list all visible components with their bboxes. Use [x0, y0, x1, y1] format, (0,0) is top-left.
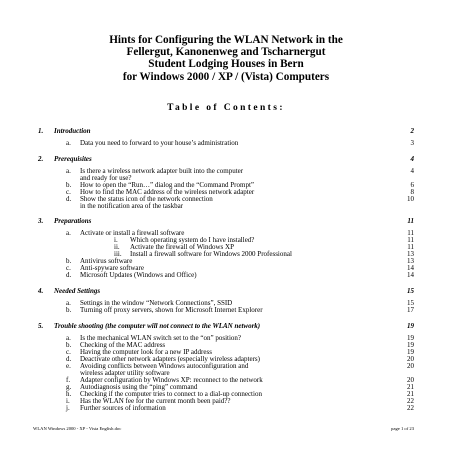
- toc-entry-number: a.: [66, 229, 71, 237]
- toc-entry-text: Adapter configuration by Windows XP: reconnect to the network: [80, 376, 263, 384]
- toc-entry-text: Preparations: [54, 217, 92, 225]
- toc-entry-number: i.: [114, 236, 118, 244]
- toc-entry-number: 3.: [38, 217, 44, 225]
- toc-entry-text: Trouble shooting (the computer will not connect to the WLAN network): [54, 322, 261, 330]
- toc-entry-page: 3: [410, 139, 414, 147]
- toc-entry-page: 2: [410, 127, 414, 135]
- toc-entry-number: a.: [66, 139, 71, 147]
- toc-entry-text: Data you need to forward to your house’s administration: [80, 139, 239, 147]
- toc-entry-number: 4.: [38, 287, 44, 295]
- toc-entry-text: Prerequisites: [54, 155, 92, 163]
- toc-entry-page: 8: [410, 188, 414, 196]
- toc-entry-page: 13: [407, 250, 414, 258]
- toc-entry-text: Needed Settings: [54, 287, 101, 295]
- toc-entry-text: Checking of the MAC address: [80, 341, 166, 349]
- toc-entry-text: Checking if the computer tries to connect to a dial-up connection: [80, 390, 262, 398]
- toc-entry-number: d.: [66, 195, 72, 203]
- toc-entry-text: How to find the MAC address of the wireless network adapter: [80, 188, 255, 196]
- toc-entry-text: Is there a wireless network adapter built into the computer: [80, 167, 244, 175]
- toc-entry-number: d.: [66, 271, 72, 279]
- toc-entry-text: Avoiding conflicts between Windows autoconfiguration and: [80, 362, 249, 370]
- toc-entry-page: 19: [407, 334, 414, 342]
- title-line: Hints for Configuring the WLAN Network in the: [109, 34, 343, 46]
- toc-entry-text: in the notification area of the taskbar: [80, 202, 184, 210]
- toc-entry-page: 14: [407, 271, 414, 279]
- toc-entry-page: 17: [407, 306, 414, 314]
- toc-entry-page: 13: [407, 257, 414, 265]
- toc-entry-number: i.: [66, 397, 70, 405]
- toc-entry-text: Settings in the window “Network Connections”, SSID: [80, 299, 233, 307]
- toc-entry-page: 22: [407, 404, 414, 412]
- toc-entry-page: 22: [407, 397, 414, 405]
- toc-entry-number: c.: [66, 264, 71, 272]
- toc-entry-number: b.: [66, 306, 72, 314]
- toc-entry-text: Activate the firewall of Windows XP: [130, 243, 234, 251]
- toc-entry-page: 21: [407, 390, 414, 398]
- toc-entry-page: 19: [407, 348, 414, 356]
- toc-entry-page: 4: [410, 155, 414, 163]
- toc-entry-text: Antivirus software: [80, 257, 133, 265]
- toc-entry-number: b.: [66, 341, 72, 349]
- toc-entry-number: 1.: [38, 127, 44, 135]
- toc-entry-page: 19: [407, 341, 414, 349]
- toc-entry-text: Having the computer look for a new IP address: [80, 348, 212, 356]
- toc-entry-page: 11: [407, 217, 414, 225]
- toc-entry-page: 11: [407, 236, 414, 244]
- toc-entry-number: d.: [66, 355, 72, 363]
- toc-entry-page: 20: [407, 355, 414, 363]
- toc-entry-text: How to open the “Run…” dialog and the “Command Prompt”: [80, 181, 254, 189]
- toc-entry-text: Further sources of information: [80, 404, 166, 412]
- toc-entry-number: b.: [66, 181, 72, 189]
- title-line: Fellergut, Kanonenweg and Tscharnergut: [126, 46, 326, 59]
- toc-entry-page: 4: [410, 167, 414, 175]
- toc-entry-text: Deactivate other network adapters (especially wireless adapters): [80, 355, 260, 363]
- toc-entry-number: a.: [66, 334, 71, 342]
- footer-page-number: page 1 of 23: [391, 426, 414, 431]
- toc-entry-text: Install a firewall software for Windows 2000 Professional: [130, 250, 292, 258]
- toc-entry-page: 6: [410, 181, 414, 189]
- toc-entry-page: 15: [407, 287, 414, 295]
- toc-entry-text: Which operating system do I have installed?: [130, 236, 255, 244]
- toc-entry-text: Autodiagnosis using the “ping” command: [80, 383, 198, 391]
- footer-filename: WLAN Windows 2000 - XP - Vista English.doc: [33, 426, 122, 431]
- title-line: for Windows 2000 / XP / (Vista) Computers: [122, 70, 330, 83]
- title-line: Student Lodging Houses in Bern: [148, 58, 304, 71]
- toc-entry-number: a.: [66, 167, 71, 175]
- toc-entry-page: 19: [407, 322, 414, 330]
- toc-entry-number: b.: [66, 257, 72, 265]
- toc-entry-page: 14: [407, 264, 414, 272]
- toc-entry-number: 5.: [38, 322, 44, 330]
- toc-entry-text: Microsoft Updates (Windows and Office): [80, 271, 197, 279]
- toc-entry-number: ii.: [114, 243, 120, 251]
- toc-entry-number: g.: [66, 383, 72, 391]
- toc-entry-text: Turning off proxy servers, shown for Microsoft Internet Explorer: [80, 306, 263, 314]
- toc-entry-page: 15: [407, 299, 414, 307]
- toc-entry-number: iii.: [114, 250, 122, 258]
- toc-heading: Table of Contents:: [167, 103, 285, 113]
- toc-entry-number: j.: [66, 404, 70, 412]
- toc-entry-number: f.: [66, 376, 71, 384]
- toc-entry-page: 11: [407, 243, 414, 251]
- toc-entry-page: 21: [407, 383, 414, 391]
- document-title: [0, 34, 452, 83]
- toc-entry-page: 10: [407, 195, 414, 203]
- toc-entry-number: c.: [66, 348, 71, 356]
- toc-entry-number: c.: [66, 188, 71, 196]
- toc-entry-page: 20: [407, 376, 414, 384]
- toc-entry-text: Activate or install a firewall software: [80, 229, 185, 237]
- toc-entry-text: wireless adapter utility software: [80, 369, 170, 377]
- toc-entry-text: Show the status icon of the network connection: [80, 195, 213, 203]
- toc-entry-text: Is the mechanical WLAN switch set to the “on” position?: [80, 334, 242, 342]
- toc-entry-text: Has the WLAN fee for the current month been paid??: [80, 397, 231, 405]
- toc-entry-text: Anti-spyware software: [80, 264, 144, 272]
- toc-entry-text: Introduction: [54, 127, 91, 135]
- toc-entry-number: e.: [66, 362, 71, 370]
- toc-entry-page: 20: [407, 362, 414, 370]
- toc-entry-number: a.: [66, 299, 71, 307]
- toc-entry-page: 11: [407, 229, 414, 237]
- toc-entry-number: 2.: [38, 155, 44, 163]
- toc-entry-text: and ready for use?: [80, 174, 132, 182]
- toc-entry-number: h.: [66, 390, 72, 398]
